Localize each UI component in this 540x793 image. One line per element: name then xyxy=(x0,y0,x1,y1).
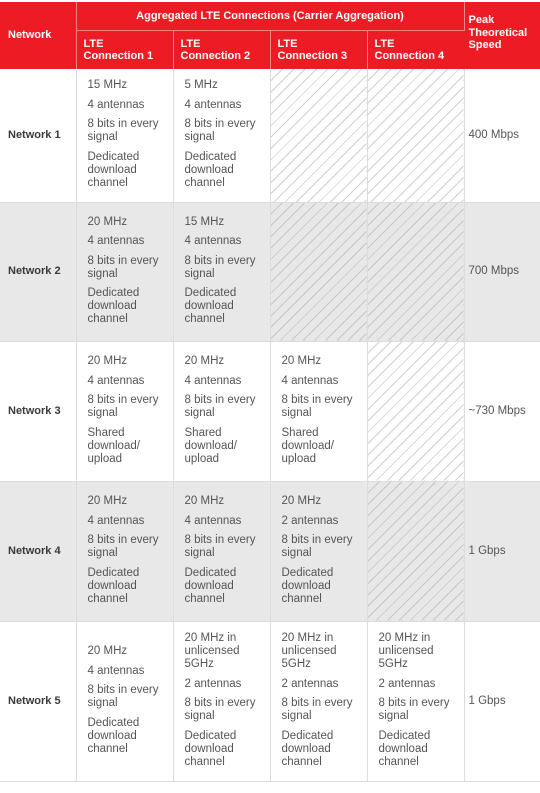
header-network: Network xyxy=(0,2,76,69)
cell-line: 4 antennas xyxy=(87,98,145,111)
connection-cell xyxy=(76,621,173,781)
cell-line: 4 antennas xyxy=(87,235,145,247)
cell-line: Dedicated download channel xyxy=(281,566,334,605)
connection-cell xyxy=(173,481,270,621)
cell-line: 4 antennas xyxy=(184,235,242,247)
cell-line: 2 antennas xyxy=(281,514,339,527)
cell-line: 15 MHz xyxy=(184,215,225,228)
cell-line: 4 antennas xyxy=(184,98,242,111)
lte-comparison-table xyxy=(0,2,540,782)
cell-line: Shared download/ upload xyxy=(281,426,334,465)
cell-line: Dedicated download channel xyxy=(87,287,140,325)
cell-line: 20 MHz xyxy=(87,355,128,367)
header-connection-2: LTE Connection 2 xyxy=(173,31,270,70)
network-name: Network 3 xyxy=(0,341,76,481)
cell-line: 8 bits in every signal xyxy=(281,697,353,722)
peak-speed: 1 Gbps xyxy=(468,694,506,707)
cell-line: 20 MHz xyxy=(87,495,128,507)
connection-cell xyxy=(76,202,173,341)
cell-line: 20 MHz xyxy=(87,215,128,228)
header-connection-4: LTE Connection 4 xyxy=(367,31,464,70)
header-aggregated: Aggregated LTE Connections (Carrier Aggregation) xyxy=(76,2,464,31)
peak-speed: 400 Mbps xyxy=(468,128,520,141)
cell-line: 4 antennas xyxy=(184,514,242,527)
cell-line: 20 MHz xyxy=(87,645,128,657)
table-row xyxy=(0,341,540,481)
connection-cell xyxy=(173,341,270,481)
network-name: Network 2 xyxy=(0,202,76,341)
cell-line: 8 bits in every signal xyxy=(281,394,353,419)
cell-line: Dedicated download channel xyxy=(378,729,431,768)
cell-line: 8 bits in every signal xyxy=(281,534,353,559)
connection-cell xyxy=(173,69,270,202)
connection-cell xyxy=(270,621,367,781)
unused-connection-cell xyxy=(367,202,464,341)
cell-line: 20 MHz in unlicensed 5GHz xyxy=(378,632,434,670)
cell-line: Dedicated download channel xyxy=(184,729,237,768)
cell-line: 8 bits in every signal xyxy=(87,684,159,709)
cell-line: Dedicated download channel xyxy=(87,716,140,755)
cell-line: 2 antennas xyxy=(184,677,242,690)
header-connection-1: LTE Connection 1 xyxy=(76,31,173,70)
peak-speed: ~730 Mbps xyxy=(468,404,526,417)
table-row xyxy=(0,202,540,341)
cell-line: 8 bits in every signal xyxy=(87,394,159,419)
connection-cell xyxy=(270,341,367,481)
cell-line: Dedicated download channel xyxy=(87,150,140,189)
cell-line: 4 antennas xyxy=(87,664,145,677)
cell-line: 8 bits in every signal xyxy=(184,697,256,722)
cell-line: 4 antennas xyxy=(87,514,145,527)
header-peak-speed: Peak Theoretical Speed xyxy=(464,2,540,69)
table-row xyxy=(0,621,540,781)
cell-line: 4 antennas xyxy=(281,374,339,387)
cell-line: 4 antennas xyxy=(87,374,145,387)
peak-speed: 700 Mbps xyxy=(464,202,540,341)
cell-line: 8 bits in every signal xyxy=(184,118,256,144)
cell-line: 8 bits in every signal xyxy=(87,254,159,280)
cell-line: Shared download/ upload xyxy=(87,426,140,465)
cell-line: 4 antennas xyxy=(184,374,242,387)
cell-line: 20 MHz in unlicensed 5GHz xyxy=(281,632,337,670)
cell-line: 8 bits in every signal xyxy=(87,534,159,559)
cell-line: 2 antennas xyxy=(281,677,339,690)
cell-line: 8 bits in every signal xyxy=(184,254,256,280)
connection-cell xyxy=(76,69,173,202)
network-name: Network 1 xyxy=(0,69,76,202)
table-row xyxy=(0,481,540,621)
connection-cell xyxy=(173,202,270,341)
cell-line: Dedicated download channel xyxy=(281,729,334,768)
connection-cell xyxy=(173,621,270,781)
network-name: Network 5 xyxy=(0,621,76,781)
unused-connection-cell xyxy=(270,202,367,341)
unused-connection-cell xyxy=(367,341,464,481)
cell-line: Dedicated download channel xyxy=(184,150,237,189)
cell-line: 2 antennas xyxy=(378,677,436,690)
cell-line: 8 bits in every signal xyxy=(184,534,256,559)
connection-cell xyxy=(270,481,367,621)
unused-connection-cell xyxy=(270,69,367,202)
peak-speed: 1 Gbps xyxy=(464,481,540,621)
cell-line: 15 MHz xyxy=(87,79,128,92)
cell-line: 8 bits in every signal xyxy=(87,118,159,144)
cell-line: 8 bits in every signal xyxy=(184,394,256,419)
unused-connection-cell xyxy=(367,69,464,202)
cell-line: 20 MHz in unlicensed 5GHz xyxy=(184,632,240,670)
connection-cell xyxy=(367,621,464,781)
network-name: Network 4 xyxy=(0,481,76,621)
cell-line: Dedicated download channel xyxy=(87,566,140,605)
cell-line: Dedicated download channel xyxy=(184,566,237,605)
cell-line: 20 MHz xyxy=(184,355,225,367)
header-connection-3: LTE Connection 3 xyxy=(270,31,367,70)
cell-line: 5 MHz xyxy=(184,79,218,92)
cell-line: 20 MHz xyxy=(281,355,322,367)
connection-cell xyxy=(76,481,173,621)
unused-connection-cell xyxy=(367,481,464,621)
cell-line: 8 bits in every signal xyxy=(378,697,450,722)
cell-line: 20 MHz xyxy=(184,495,225,507)
cell-line: 20 MHz xyxy=(281,495,322,507)
table-row xyxy=(0,69,540,202)
cell-line: Dedicated download channel xyxy=(184,287,237,325)
cell-line: Shared download/ upload xyxy=(184,426,237,465)
connection-cell xyxy=(76,341,173,481)
